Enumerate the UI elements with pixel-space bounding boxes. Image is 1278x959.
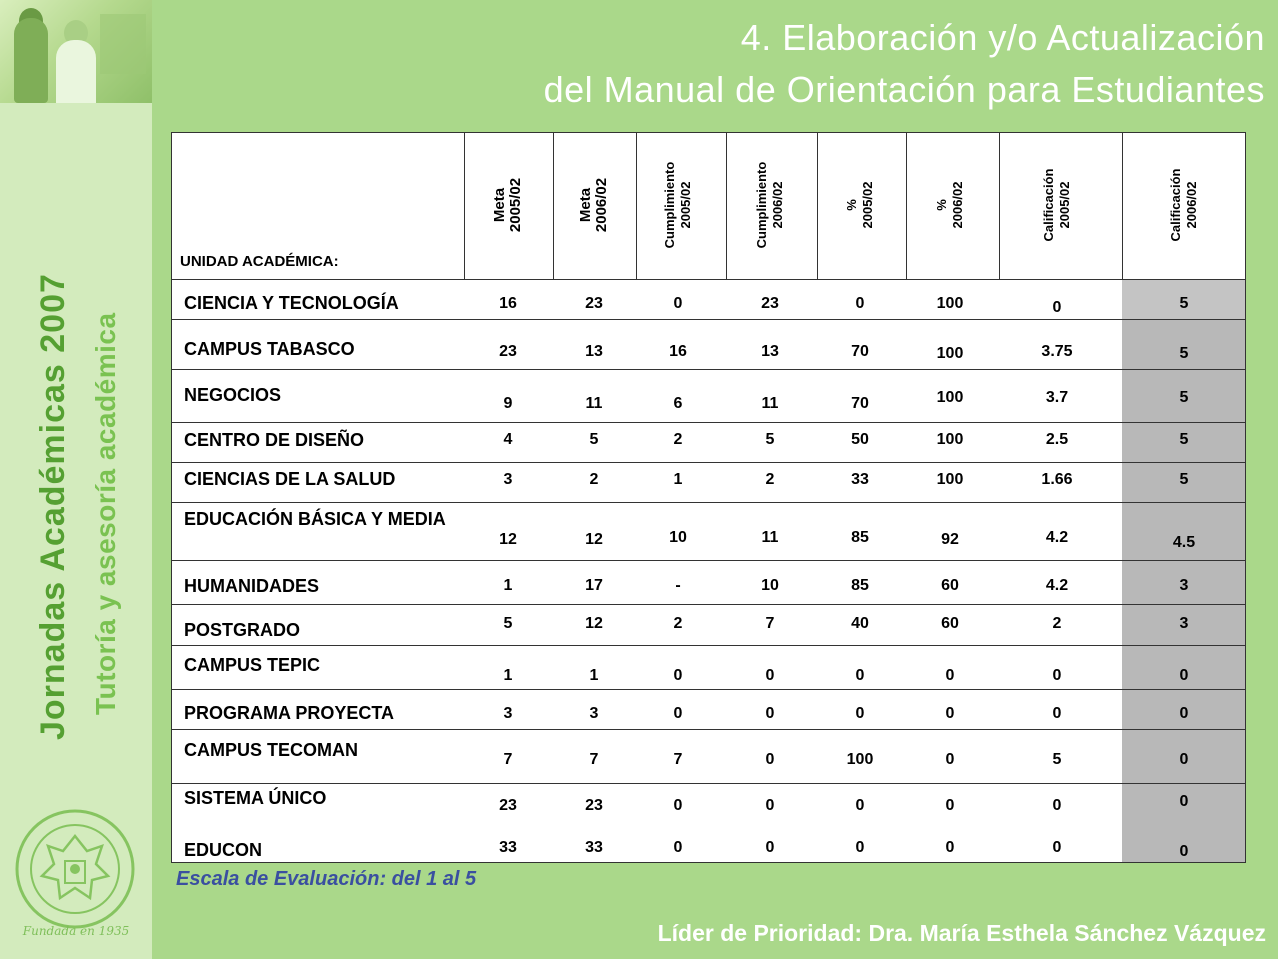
- table-cell: 5: [765, 431, 775, 448]
- title-line-2: del Manual de Orientación para Estudiantes: [543, 69, 1265, 110]
- table-cell: 4.2: [1045, 529, 1069, 546]
- table-cell: 0: [945, 839, 955, 856]
- table-cell: 3.75: [1041, 343, 1073, 360]
- column-header: [1168, 169, 1200, 242]
- column-header-line1: Cumplimiento: [754, 161, 769, 249]
- header-divider: [636, 133, 637, 279]
- table-cell: 33: [851, 471, 869, 488]
- table-cell: 11: [585, 395, 603, 412]
- table-cell: 23: [585, 295, 603, 312]
- table-cell: 60: [941, 615, 959, 632]
- table-cell: 50: [851, 431, 869, 448]
- table-cell: 0: [1052, 667, 1062, 684]
- column-header-line1: Meta: [491, 187, 508, 223]
- column-header: [754, 162, 786, 249]
- table-cell: 0: [1179, 843, 1189, 860]
- column-header-line2: 2006/02: [1184, 181, 1199, 229]
- column-header-line2: 2006/02: [950, 181, 965, 229]
- table-cell: 5: [589, 431, 599, 448]
- university-seal: [12, 806, 138, 938]
- row-divider: [172, 560, 1245, 561]
- vertical-title: [0, 150, 121, 750]
- table-cell: 33: [585, 839, 603, 856]
- header-divider: [999, 133, 1000, 279]
- table-cell: 0: [855, 705, 865, 722]
- table-cell: 5: [1179, 345, 1189, 362]
- table-cell: 11: [761, 395, 779, 412]
- row-unit-name: PROGRAMA PROYECTA: [184, 703, 395, 723]
- column-header: [662, 162, 694, 249]
- table-cell: 1: [673, 471, 683, 488]
- table-cell: 92: [941, 531, 959, 548]
- table-cell: 40: [851, 615, 869, 632]
- row-divider: [172, 645, 1245, 646]
- row-divider: [172, 729, 1245, 730]
- table-cell: 3: [1179, 577, 1189, 594]
- table-cell: 11: [761, 529, 779, 546]
- table-cell: 0: [1179, 751, 1189, 768]
- header-divider: [1122, 133, 1123, 279]
- header-photo: [0, 0, 152, 103]
- table-cell: 2.5: [1045, 431, 1069, 448]
- event-subtitle: Tutoría y asesoría académica: [90, 312, 121, 715]
- leader-credit: Líder de Prioridad: Dra. María Esthela Sánchez Vázquez: [657, 920, 1266, 946]
- column-header-line1: %: [934, 199, 949, 211]
- table-cell: 0: [945, 705, 955, 722]
- table-cell: 0: [1052, 299, 1062, 316]
- table-cell: 2: [589, 471, 599, 488]
- table-cell: 10: [761, 577, 779, 594]
- table-cell: 23: [585, 797, 603, 814]
- column-header-line2: 2005/02: [1057, 181, 1072, 229]
- header-divider: [906, 133, 907, 279]
- column-header: [844, 182, 876, 229]
- row-unit-name: EDUCACIÓN BÁSICA Y MEDIA: [184, 509, 446, 529]
- table-cell: 5: [1179, 431, 1189, 448]
- row-divider: [172, 502, 1245, 503]
- table-cell: 0: [855, 797, 865, 814]
- table-cell: 0: [765, 839, 775, 856]
- person-figure: [14, 18, 48, 103]
- table-cell: 2: [673, 431, 683, 448]
- table-cell: 3: [503, 471, 513, 488]
- row-unit-name: CAMPUS TEPIC: [184, 655, 321, 675]
- table-cell: 0: [1179, 667, 1189, 684]
- table-cell: 4: [503, 431, 513, 448]
- chalkboard: [100, 14, 146, 74]
- page-title: [160, 12, 1265, 116]
- row-divider: [172, 689, 1245, 690]
- table-cell: 1: [503, 577, 513, 594]
- row-unit-name: CAMPUS TECOMAN: [184, 740, 358, 760]
- table-cell: 10: [669, 529, 687, 546]
- table-cell: 23: [499, 343, 517, 360]
- column-header: [934, 182, 966, 229]
- table-cell: 100: [936, 345, 964, 362]
- table-cell: 7: [589, 751, 599, 768]
- table-cell: 0: [765, 751, 775, 768]
- table-cell: 100: [846, 751, 874, 768]
- row-divider: [172, 279, 1245, 280]
- column-header-line2: 2005/02: [860, 181, 875, 229]
- title-line-1: 4. Elaboración y/o Actualización: [740, 17, 1265, 58]
- table-cell: 4.5: [1172, 534, 1196, 551]
- column-header-line1: Calificación: [1041, 168, 1056, 242]
- table-cell: 7: [765, 615, 775, 632]
- row-unit-name: POSTGRADO: [184, 620, 301, 640]
- left-sidebar: [0, 0, 152, 959]
- table-cell: 12: [499, 531, 517, 548]
- seal-motto: Fundada en 1935: [22, 924, 130, 938]
- table-cell: 3.7: [1045, 389, 1069, 406]
- table-cell: 0: [765, 705, 775, 722]
- table-cell: 17: [585, 577, 603, 594]
- table-cell: 12: [585, 531, 603, 548]
- table-cell: 33: [499, 839, 517, 856]
- table-cell: 5: [1052, 751, 1062, 768]
- table-cell: 5: [1179, 471, 1189, 488]
- table-cell: 0: [855, 839, 865, 856]
- row-unit-name: SISTEMA ÚNICO: [184, 788, 327, 808]
- row-unit-name: CIENCIA Y TECNOLOGÍA: [184, 293, 399, 313]
- row-unit-name: EDUCON: [184, 840, 263, 860]
- teacher-figure: [56, 40, 96, 103]
- column-header-line2: 2006/02: [770, 181, 785, 229]
- table-cell: 0: [855, 295, 865, 312]
- table-cell: 6: [673, 395, 683, 412]
- column-header-line1: Meta: [577, 187, 594, 223]
- row-unit-name: HUMANIDADES: [184, 576, 319, 596]
- row-divider: [172, 783, 1245, 784]
- table-cell: 0: [673, 667, 683, 684]
- table-cell: 3: [1179, 615, 1189, 632]
- column-header-line2: 2005/02: [678, 181, 693, 229]
- grade-column-shading: [1122, 279, 1245, 862]
- column-header-line2: 2005/02: [507, 177, 524, 233]
- scale-note: Escala de Evaluación: del 1 al 5: [176, 868, 477, 890]
- table-cell: 23: [761, 295, 779, 312]
- table-cell: 3: [503, 705, 513, 722]
- table-cell: 1: [589, 667, 599, 684]
- table-cell: 0: [1052, 839, 1062, 856]
- table-cell: 0: [855, 667, 865, 684]
- table-cell: 60: [941, 577, 959, 594]
- table-cell: 13: [761, 343, 779, 360]
- column-header-line1: Calificación: [1168, 168, 1183, 242]
- table-cell: 12: [585, 615, 603, 632]
- column-header: [1041, 169, 1073, 242]
- table-cell: 0: [1179, 705, 1189, 722]
- table-cell: 5: [1179, 389, 1189, 406]
- header-divider: [464, 133, 465, 279]
- table-cell: 0: [765, 797, 775, 814]
- table-cell: 85: [851, 577, 869, 594]
- table-cell: 0: [765, 667, 775, 684]
- table-cell: -: [675, 577, 681, 594]
- row-divider: [172, 422, 1245, 423]
- row-unit-name: CIENCIAS DE LA SALUD: [184, 469, 396, 489]
- table-cell: 1.66: [1041, 471, 1073, 488]
- table-cell: 0: [1179, 793, 1189, 810]
- table-cell: 2: [673, 615, 683, 632]
- table-cell: 0: [673, 295, 683, 312]
- row-divider: [172, 604, 1245, 605]
- table-cell: 2: [1052, 615, 1062, 632]
- table-cell: 1: [503, 667, 513, 684]
- table-cell: 70: [851, 395, 869, 412]
- table-cell: 16: [499, 295, 517, 312]
- table-cell: 4.2: [1045, 577, 1069, 594]
- table-cell: 0: [1052, 797, 1062, 814]
- table-cell: 0: [945, 751, 955, 768]
- row-unit-name: NEGOCIOS: [184, 385, 282, 405]
- row-divider: [172, 462, 1245, 463]
- table-cell: 100: [936, 431, 964, 448]
- table-cell: 100: [936, 295, 964, 312]
- table-cell: 3: [589, 705, 599, 722]
- table-cell: 9: [503, 395, 513, 412]
- table-cell: 16: [669, 343, 687, 360]
- row-divider: [172, 319, 1245, 320]
- header-divider: [817, 133, 818, 279]
- column-header: [492, 178, 524, 232]
- table-cell: 70: [851, 343, 869, 360]
- row-divider: [172, 369, 1245, 370]
- row-unit-name: CAMPUS TABASCO: [184, 339, 355, 359]
- column-header-line1: Cumplimiento: [662, 161, 677, 249]
- table-cell: 5: [1179, 295, 1189, 312]
- table-cell: 5: [503, 615, 513, 632]
- table-cell: 0: [945, 797, 955, 814]
- table-cell: 7: [673, 751, 683, 768]
- table-cell: 100: [936, 471, 964, 488]
- table-cell: 0: [1052, 705, 1062, 722]
- table-cell: 23: [499, 797, 517, 814]
- column-header-line1: %: [844, 199, 859, 211]
- table-cell: 7: [503, 751, 513, 768]
- column-header: [578, 178, 610, 232]
- table-cell: 13: [585, 343, 603, 360]
- unit-header: UNIDAD ACADÉMICA:: [180, 253, 339, 270]
- event-title: Jornadas Académicas 2007: [34, 273, 72, 740]
- row-unit-name: CENTRO DE DISEÑO: [184, 430, 365, 450]
- table-cell: 0: [673, 797, 683, 814]
- table-cell: 100: [936, 389, 964, 406]
- header-divider: [726, 133, 727, 279]
- table-cell: 0: [945, 667, 955, 684]
- results-table: [171, 132, 1246, 863]
- column-header-line2: 2006/02: [593, 177, 610, 233]
- table-cell: 0: [673, 839, 683, 856]
- header-divider: [553, 133, 554, 279]
- table-cell: 0: [673, 705, 683, 722]
- table-cell: 85: [851, 529, 869, 546]
- table-cell: 2: [765, 471, 775, 488]
